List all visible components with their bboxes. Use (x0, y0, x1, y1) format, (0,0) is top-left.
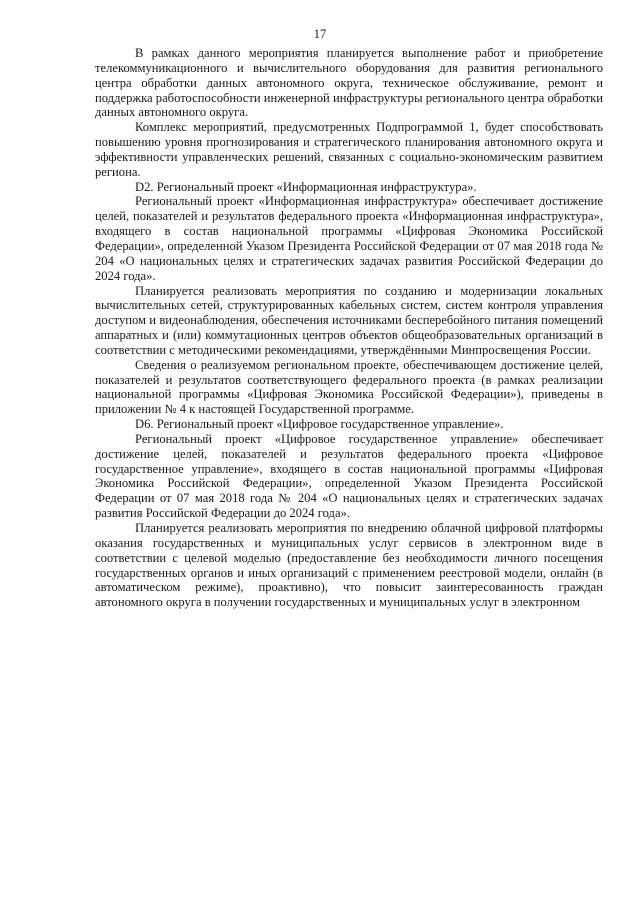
page-number: 17 (313, 27, 327, 41)
paragraph-d2-measures: Планируется реализовать мероприятия по созданию и модернизации локальных вычислительных сетей, структурированных кабельных систем, систем контроля управления доступом и видеонаблюдения, обеспечения источниками бесперебойного питания помещений аппаратных и (или) коммутационных центров объектов общеобразовательных организаций в соответствии с методическими рекомендациями, утверждёнными Минпросвещения России. (95, 283, 603, 357)
document-body (95, 46, 603, 610)
heading-d2-project: D2. Региональный проект «Информационная инфраструктура». (135, 179, 477, 194)
paragraph-d6-description: Региональный проект «Цифровое государственное управление» обеспечивает достижение целей, показателей и результатов федерального проекта «Цифровое государственное управление», входящего в состав национальной программы «Цифровая Экономика Российской Федерации», определенной Указом Президента Российской Федерации от 07 мая 2018 года № 204 «О национальных целях и стратегических задачах развития Российской Федерации до 2024 года». (95, 431, 603, 521)
heading-d6-project: D6. Региональный проект «Цифровое государственное управление». (135, 417, 504, 432)
paragraph-data-center-works: В рамках данного мероприятия планируется выполнение работ и приобретение телекоммуникационного и вычислительного оборудования для развития регионального центра обработки данных автономного округа, техническое обслуживание, ремонт и поддержка работоспособности инженерной инфраструктуры регионального центра обработки данных автономного округа. (95, 46, 603, 120)
paragraph-d6-measures: Планируется реализовать мероприятия по внедрению облачной цифровой платформы оказания государственных и муниципальных услуг сервисов в электронном виде в соответствии с целевой моделью (предоставление без необходимости личного посещения государственных органов и иных организаций с применением реестровой модели, онлайн (в автоматическом режиме), проактивно), что повысит заинтересованность граждан автономного округа в получении государственных и муниципальных услуг в электронном (95, 521, 603, 610)
paragraph-d2-description: Региональный проект «Информационная инфраструктура» обеспечивает достижение целей, показателей и результатов федерального проекта «Информационная инфраструктура», входящего в состав национальной программы «Цифровая Экономика Российской Федерации», определенной Указом Президента Российской Федерации от 07 мая 2018 года № 204 «О национальных целях и стратегических задачах развития Российской Федерации до 2024 года». (95, 194, 603, 283)
paragraph-d2-appendix-reference: Сведения о реализуемом региональном проекте, обеспечивающем достижение целей, показателей и результатов соответствующего федерального проекта (в рамках реализации национальной программы «Цифровая Экономика Российской Федерации»), приведены в приложении № 4 к настоящей Государственной программе. (95, 357, 603, 417)
paragraph-subprogram-effects: Комплекс мероприятий, предусмотренных Подпрограммой 1, будет способствовать повышению уровня прогнозирования и стратегического планирования автономного округа и эффективности управленческих решений, связанных с социально-экономическим развитием региона. (95, 120, 603, 179)
